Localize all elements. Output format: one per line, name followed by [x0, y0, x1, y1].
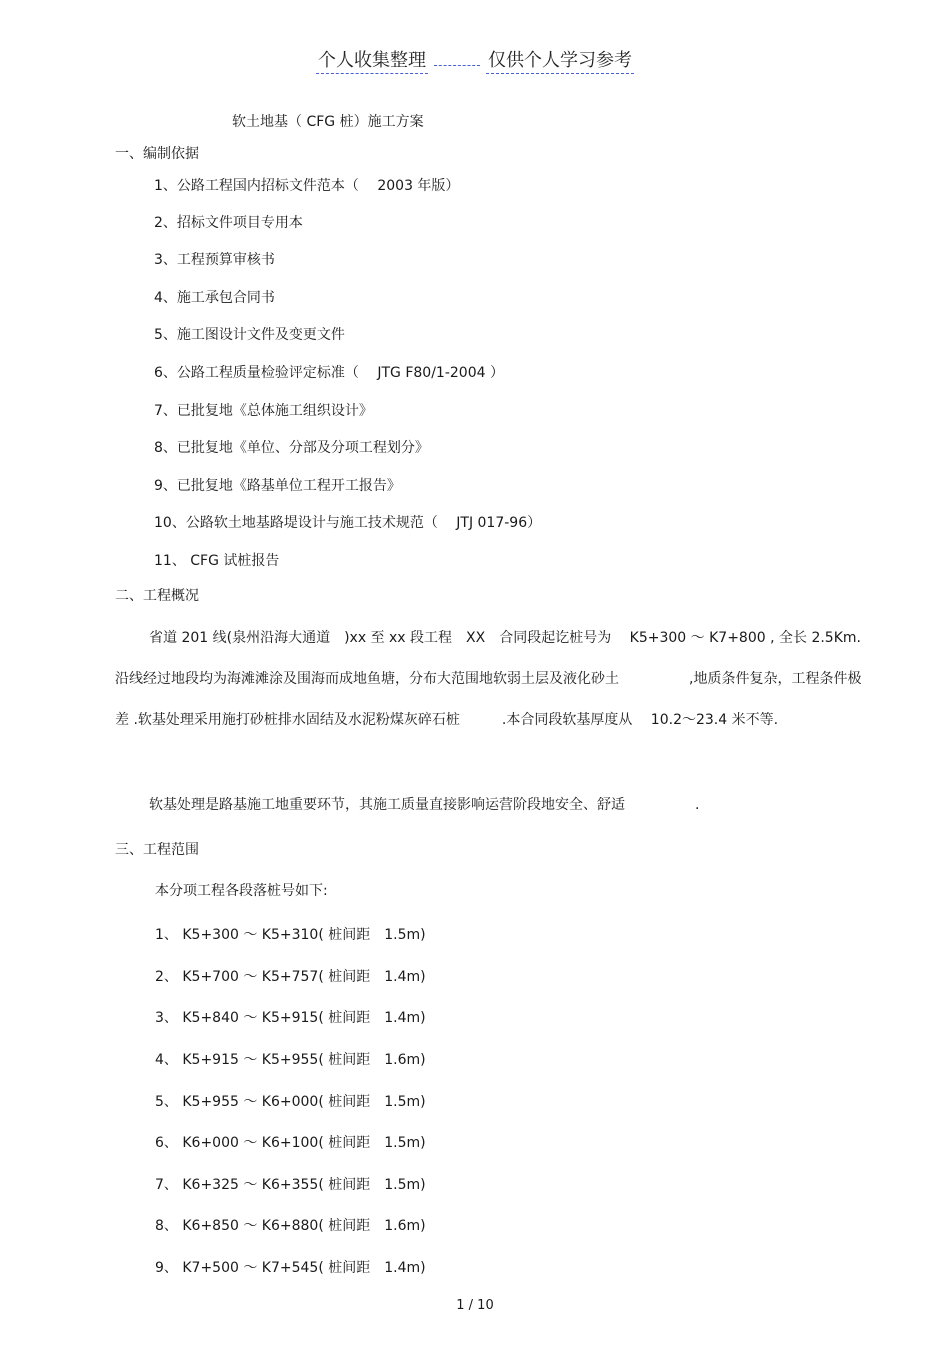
basis-item: 4、施工承包合同书 — [154, 290, 275, 306]
overview-paragraph — [115, 618, 865, 741]
header-left-text: 个人收集整理 — [316, 50, 428, 74]
basis-item: 9、已批复地《路基单位工程开工报告》 — [154, 478, 401, 494]
basis-item: 10、公路软土地基路堤设计与施工技术规范（ JTJ 017-96） — [154, 515, 542, 531]
range-item: 9、 K7+500 ～ K7+545( 桩间距 1.4m) — [155, 1260, 426, 1276]
range-item: 3、 K5+840 ～ K5+915( 桩间距 1.4m) — [155, 1010, 426, 1026]
header-separator — [434, 64, 480, 66]
basis-item: 3、工程预算审核书 — [154, 252, 275, 268]
importance-paragraph — [115, 785, 865, 826]
importance-text: 软基处理是路基施工地重要环节，其施工质量直接影响运营阶段地安全、舒适 . — [149, 797, 700, 813]
document-title: 软土地基（ CFG 桩）施工方案 — [232, 114, 424, 130]
basis-item: 7、已批复地《总体施工组织设计》 — [154, 403, 373, 419]
section-heading-basis: 一、编制依据 — [115, 146, 199, 162]
scope-intro: 本分项工程各段落桩号如下: — [155, 883, 328, 899]
basis-item: 6、公路工程质量检验评定标准（ JTG F80/1-2004 ） — [154, 365, 504, 381]
range-item: 2、 K5+700 ～ K5+757( 桩间距 1.4m) — [155, 969, 426, 985]
range-item: 7、 K6+325 ～ K6+355( 桩间距 1.5m) — [155, 1177, 426, 1193]
overview-text: 省道 201 线(泉州沿海大通道 )xx 至 xx 段工程 XX 合同段起讫桩号为 K5+300 ～ K7+800 , 全长 2.5Km. 沿线经过地段均为海滩滩涂及围海而成地鱼塘，分布大范围地软弱土层及液化砂土 ,地质条件复杂，工程条件极差 .软基处理采用施打砂桩排水固结及水泥粉煤灰碎石桩 .本合同段软基厚度从 10.2～23.4 米不等. — [115, 630, 862, 728]
range-item: 8、 K6+850 ～ K6+880( 桩间距 1.6m) — [155, 1218, 426, 1234]
range-item: 6、 K6+000 ～ K6+100( 桩间距 1.5m) — [155, 1135, 426, 1151]
basis-item: 5、施工图设计文件及变更文件 — [154, 327, 345, 343]
range-item: 4、 K5+915 ～ K5+955( 桩间距 1.6m) — [155, 1052, 426, 1068]
range-item: 1、 K5+300 ～ K5+310( 桩间距 1.5m) — [155, 927, 426, 943]
section-heading-overview: 二、工程概况 — [115, 588, 199, 604]
basis-item: 11、 CFG 试桩报告 — [154, 553, 280, 569]
basis-item: 1、公路工程国内招标文件范本（ 2003 年版） — [154, 178, 460, 194]
basis-item: 8、已批复地《单位、分部及分项工程划分》 — [154, 440, 429, 456]
page-number: 1 / 10 — [456, 1298, 494, 1313]
header-right-text: 仅供个人学习参考 — [486, 50, 634, 74]
range-item: 5、 K5+955 ～ K6+000( 桩间距 1.5m) — [155, 1094, 426, 1110]
basis-item: 2、招标文件项目专用本 — [154, 215, 303, 231]
section-heading-scope: 三、工程范围 — [115, 842, 199, 858]
page-header — [0, 46, 950, 72]
